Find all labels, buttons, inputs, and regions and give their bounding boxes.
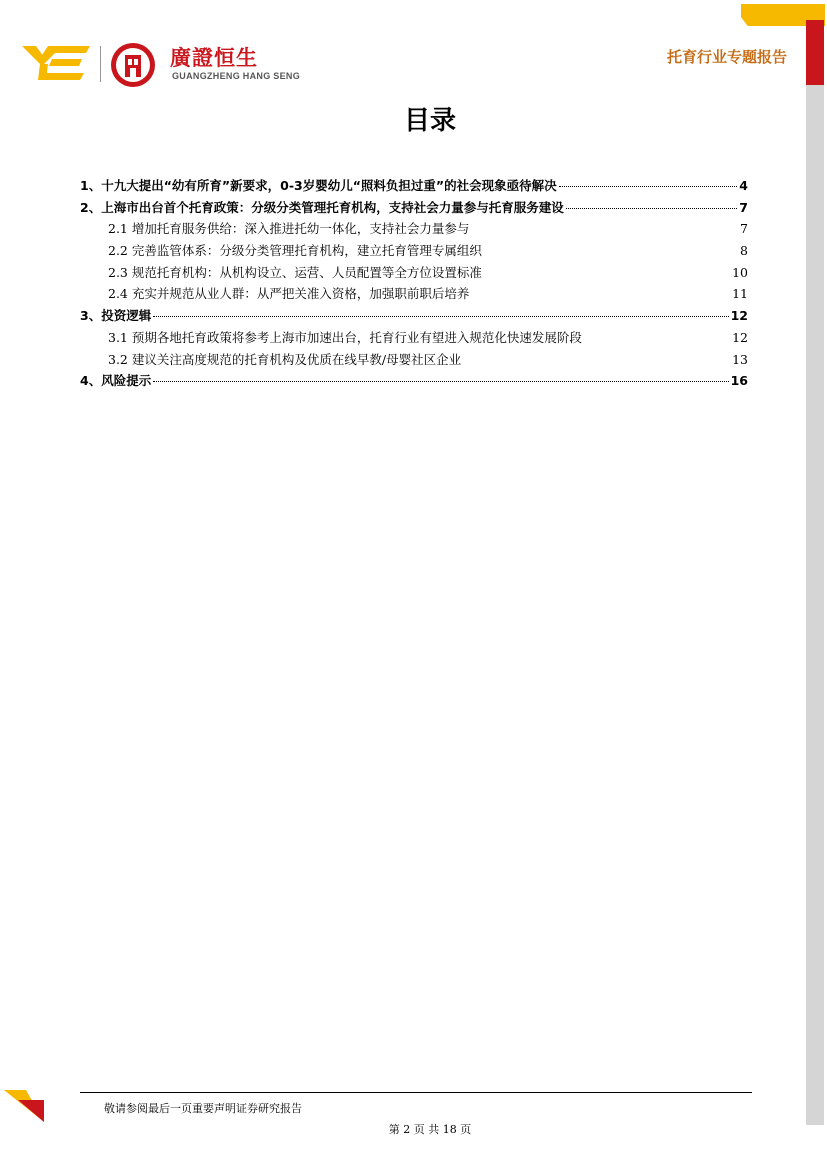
toc-entry[interactable] xyxy=(80,306,748,328)
page-title: 目录 xyxy=(403,106,456,136)
table-of-contents xyxy=(80,176,748,393)
toc-entry[interactable] xyxy=(80,241,748,263)
toc-entry-page: 12 xyxy=(732,329,748,345)
toc-entry-page: 16 xyxy=(730,373,748,389)
page-number: 第 2 页 共 18 页 xyxy=(388,1123,472,1136)
toc-entry-page: 7 xyxy=(739,199,748,215)
toc-entry-page: 4 xyxy=(739,178,748,193)
toc-entry[interactable] xyxy=(80,219,748,241)
company-seal-icon xyxy=(110,42,156,88)
side-accent-bar-red xyxy=(806,20,824,86)
toc-entry-text: 1、十九大提出“幼有所育”新要求，0-3岁婴幼儿“照料负担过重”的社会现象亟待解决 xyxy=(80,178,557,193)
toc-entry-page: 11 xyxy=(732,286,748,302)
toc-entry-page: 12 xyxy=(730,308,748,324)
toc-entry[interactable] xyxy=(80,350,748,372)
toc-entry[interactable] xyxy=(80,176,748,198)
side-accent-bar-gray xyxy=(806,85,824,1125)
corner-triangle-icon xyxy=(4,1088,44,1124)
toc-entry-text: 2.2 完善监管体系：分级分类管理托育机构，建立托育管理专属组织 xyxy=(108,243,482,259)
ye-logo-icon xyxy=(22,44,92,82)
toc-entry-text: 2.4 充实并规范从业人群：从严把关准入资格，加强职前职后培养 xyxy=(108,286,470,302)
toc-leader-dots xyxy=(153,381,728,382)
toc-entry-page: 13 xyxy=(732,351,748,367)
toc-entry-text: 2、上海市出台首个托育政策：分级分类管理托育机构，支持社会力量参与托育服务建设 xyxy=(80,199,564,215)
toc-entry[interactable] xyxy=(80,328,748,350)
toc-entry-text: 3.1 预期各地托育政策将参考上海市加速出台，托育行业有望进入规范化快速发展阶段 xyxy=(108,329,582,345)
toc-entry-text: 2.3 规范托育机构：从机构设立、运营、人员配置等全方位设置标准 xyxy=(108,264,482,280)
footer-disclaimer: 敬请参阅最后一页重要声明证券研究报告 xyxy=(104,1102,302,1115)
toc-entry-page: 8 xyxy=(740,243,748,259)
toc-entry-text: 4、风险提示 xyxy=(80,373,152,389)
footer-divider xyxy=(80,1092,752,1093)
toc-entry[interactable] xyxy=(80,371,748,393)
toc-leader-dots xyxy=(559,186,738,187)
toc-entry[interactable] xyxy=(80,198,748,220)
toc-entry-text: 2.1 增加托育服务供给：深入推进托幼一体化，支持社会力量参与 xyxy=(108,221,470,237)
report-type-label: 托育行业专题报告 xyxy=(666,48,787,66)
toc-entry[interactable] xyxy=(80,263,748,285)
brand-name-cn: 廣證恒生 xyxy=(170,46,258,70)
brand-name-en: GUANGZHENG HANG SENG xyxy=(172,71,301,81)
logo-divider xyxy=(100,46,101,82)
toc-leader-dots xyxy=(566,208,738,209)
toc-entry-text: 3、投资逻辑 xyxy=(80,308,152,324)
toc-entry-text: 3.2 建议关注高度规范的托育机构及优质在线早教/母婴社区企业 xyxy=(108,351,462,367)
toc-entry-page: 7 xyxy=(740,221,748,237)
toc-leader-dots xyxy=(153,316,728,317)
toc-entry-page: 10 xyxy=(732,264,748,280)
toc-entry[interactable] xyxy=(80,284,748,306)
